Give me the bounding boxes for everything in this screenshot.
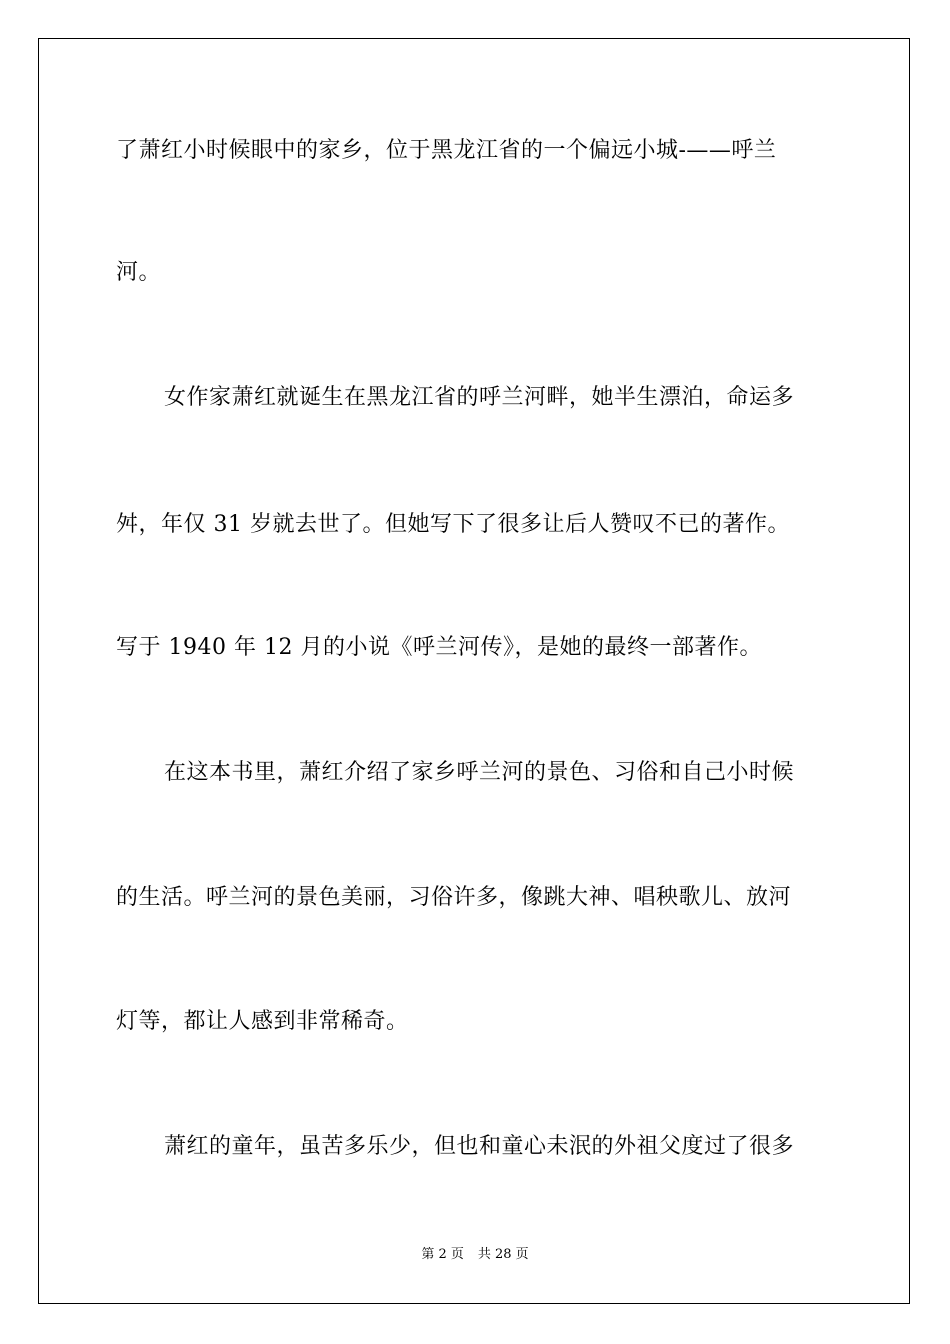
page-number: 第 2 页: [421, 1247, 464, 1262]
text-line-9: 萧红的童年，虽苦多乐少，但也和童心未泯的外祖父度过了很多: [164, 1134, 795, 1159]
text-line-6: 在这本书里，萧红介绍了家乡呼兰河的景色、习俗和自己小时候: [164, 760, 795, 785]
text-line-2: 河。: [116, 260, 162, 285]
text-line-3: 女作家萧红就诞生在黑龙江省的呼兰河畔，她半生漂泊，命运多: [164, 385, 795, 410]
page-border: [38, 38, 910, 1304]
text-line-5: 写于 1940 年 12 月的小说《呼兰河传》，是她的最终一部著作。: [116, 635, 762, 660]
page-footer: [0, 1246, 950, 1264]
text-line-1: 了萧红小时候眼中的家乡，位于黑龙江省的一个偏远小城-——呼兰: [116, 138, 777, 163]
page-total: 共 28 页: [477, 1247, 529, 1262]
text-line-8: 灯等，都让人感到非常稀奇。: [116, 1009, 409, 1034]
text-line-7: 的生活。呼兰河的景色美丽，习俗许多，像跳大神、唱秧歌儿、放河: [116, 885, 792, 910]
text-line-4: 舛，年仅 31 岁就去世了。但她写下了很多让后人赞叹不已的著作。: [116, 512, 790, 537]
